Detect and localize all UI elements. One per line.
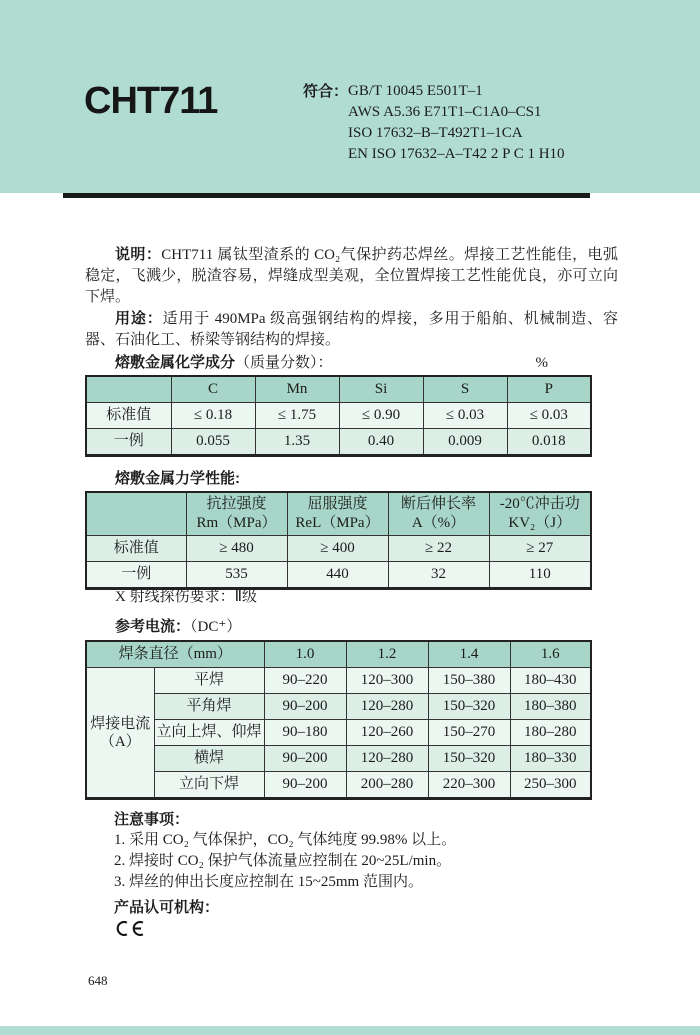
table-cell: 535 [186, 562, 287, 589]
header-band [0, 0, 700, 193]
current-title: 参考电流：（DC⁺） [115, 618, 242, 635]
table-cell: 120–280 [346, 746, 428, 772]
standard-item: EN ISO 17632–A–T42 2 P C 1 H10 [348, 146, 565, 162]
table-cell: 90–180 [264, 720, 346, 746]
row-label: 立向上焊、仰焊 [154, 720, 264, 746]
table-row [86, 746, 591, 772]
mechanical-header-row [86, 492, 591, 536]
table-cell: 220–300 [428, 772, 510, 799]
conform-label: 符合： [303, 83, 349, 100]
table-row [86, 668, 591, 694]
row-label: 标准值 [86, 403, 171, 429]
usage-text: 适用于 490MPa 级高强钢结构的焊接，多用于船舶、机械制造、容器、石油化工、桥梁等钢结构的焊接。 [85, 311, 618, 348]
row-label: 立向下焊 [154, 772, 264, 799]
note-item: 3. 焊丝的伸出长度应控制在 15~25mm 范围内。 [114, 874, 423, 890]
column-header: 1.6 [510, 641, 591, 668]
table-cell: 440 [287, 562, 388, 589]
table-row [86, 720, 591, 746]
xray-note: X 射线探伤要求：Ⅱ级 [115, 589, 257, 605]
table-cell: 200–280 [346, 772, 428, 799]
column-header: 1.4 [428, 641, 510, 668]
diameter-header: 焊条直径（mm） [86, 641, 264, 668]
column-header: S [423, 376, 507, 403]
header-divider [63, 193, 590, 198]
table-cell: ≤ 0.90 [339, 403, 423, 429]
table-row [86, 403, 591, 429]
table-cell: ≥ 22 [388, 536, 489, 562]
mechanical-title: 熔敷金属力学性能: [115, 470, 240, 487]
table-cell: 110 [489, 562, 591, 589]
table-cell: ≤ 0.03 [507, 403, 591, 429]
description-section [85, 244, 618, 351]
mechanical-table [85, 491, 592, 590]
description-text: CHT711 属钛型渣系的 CO₂气保护药芯焊丝。焊接工艺性能佳，电弧稳定，飞溅少，脱渣容易，焊缝成型美观，全位置焊接工艺性能优良，亦可立向下焊。 [85, 247, 618, 305]
column-header: P [507, 376, 591, 403]
table-cell: 150–320 [428, 694, 510, 720]
usage-paragraph [85, 308, 618, 351]
table-cell: ≤ 1.75 [255, 403, 339, 429]
table-cell: 120–260 [346, 720, 428, 746]
approval-title: 产品认可机构： [114, 899, 220, 916]
table-cell: 180–330 [510, 746, 591, 772]
chemistry-unit: % [535, 355, 548, 371]
standards-list [348, 81, 565, 165]
column-header: 断后伸长率 A（%） [388, 492, 489, 536]
table-cell: 0.018 [507, 429, 591, 456]
product-title: CHT711 [84, 80, 218, 122]
table-cell: ≥ 480 [186, 536, 287, 562]
table-cell: 180–430 [510, 668, 591, 694]
corner-cell [86, 492, 186, 536]
row-group-label: 焊接电流 （A） [86, 668, 154, 799]
column-header: 屈服强度 ReL（MPa） [287, 492, 388, 536]
table-cell: 0.055 [171, 429, 255, 456]
table-cell: 32 [388, 562, 489, 589]
table-cell: 90–220 [264, 668, 346, 694]
table-cell: 150–380 [428, 668, 510, 694]
page-number: 648 [88, 973, 108, 988]
row-label: 平焊 [154, 668, 264, 694]
row-label: 横焊 [154, 746, 264, 772]
column-header: 1.2 [346, 641, 428, 668]
table-cell: ≤ 0.03 [423, 403, 507, 429]
table-row [86, 536, 591, 562]
corner-cell [86, 376, 171, 403]
note-item: 1. 采用 CO₂ 气体保护，CO₂ 气体纯度 99.98% 以上。 [114, 832, 457, 848]
column-header: -20℃冲击功 KV₂（J） [489, 492, 591, 536]
column-header: Si [339, 376, 423, 403]
notes-section [114, 809, 594, 893]
standards-block [303, 81, 565, 165]
table-row [86, 772, 591, 799]
column-header: Mn [255, 376, 339, 403]
row-label: 一例 [86, 562, 186, 589]
column-header: C [171, 376, 255, 403]
table-cell: ≥ 400 [287, 536, 388, 562]
chemistry-header-row [86, 376, 591, 403]
approval-section [114, 898, 219, 942]
table-cell: 90–200 [264, 746, 346, 772]
standard-item: ISO 17632–B–T492T1–1CA [348, 125, 523, 141]
footer-band [0, 1026, 700, 1035]
table-cell: 0.009 [423, 429, 507, 456]
current-header-row [86, 641, 591, 668]
table-cell: 150–320 [428, 746, 510, 772]
table-cell: 150–270 [428, 720, 510, 746]
column-header: 抗拉强度 Rm（MPa） [186, 492, 287, 536]
table-cell: ≤ 0.18 [171, 403, 255, 429]
chemistry-title: 熔敷金属化学成分（质量分数）： % [115, 354, 548, 371]
column-header: 1.0 [264, 641, 346, 668]
notes-title: 注意事项： [114, 811, 190, 828]
row-label: 一例 [86, 429, 171, 456]
usage-label: 用途： [115, 310, 163, 327]
table-cell: 1.35 [255, 429, 339, 456]
table-cell: 90–200 [264, 694, 346, 720]
table-cell: 0.40 [339, 429, 423, 456]
table-row [86, 429, 591, 456]
table-cell: ≥ 27 [489, 536, 591, 562]
row-label: 平角焊 [154, 694, 264, 720]
standard-item: GB/T 10045 E501T–1 [348, 83, 483, 99]
table-cell: 250–300 [510, 772, 591, 799]
current-table [85, 640, 592, 800]
table-cell: 90–200 [264, 772, 346, 799]
ce-mark-icon [114, 920, 219, 942]
description-label: 说明： [115, 246, 162, 263]
table-cell: 180–280 [510, 720, 591, 746]
row-label: 标准值 [86, 536, 186, 562]
note-item: 2. 焊接时 CO₂ 保护气体流量应控制在 20~25L/min。 [114, 853, 452, 869]
table-row [86, 694, 591, 720]
table-cell: 120–300 [346, 668, 428, 694]
table-cell: 120–280 [346, 694, 428, 720]
description-paragraph [85, 244, 618, 308]
table-cell: 180–380 [510, 694, 591, 720]
standard-item: AWS A5.36 E71T1–C1A0–CS1 [348, 104, 542, 120]
chemistry-table [85, 375, 592, 457]
